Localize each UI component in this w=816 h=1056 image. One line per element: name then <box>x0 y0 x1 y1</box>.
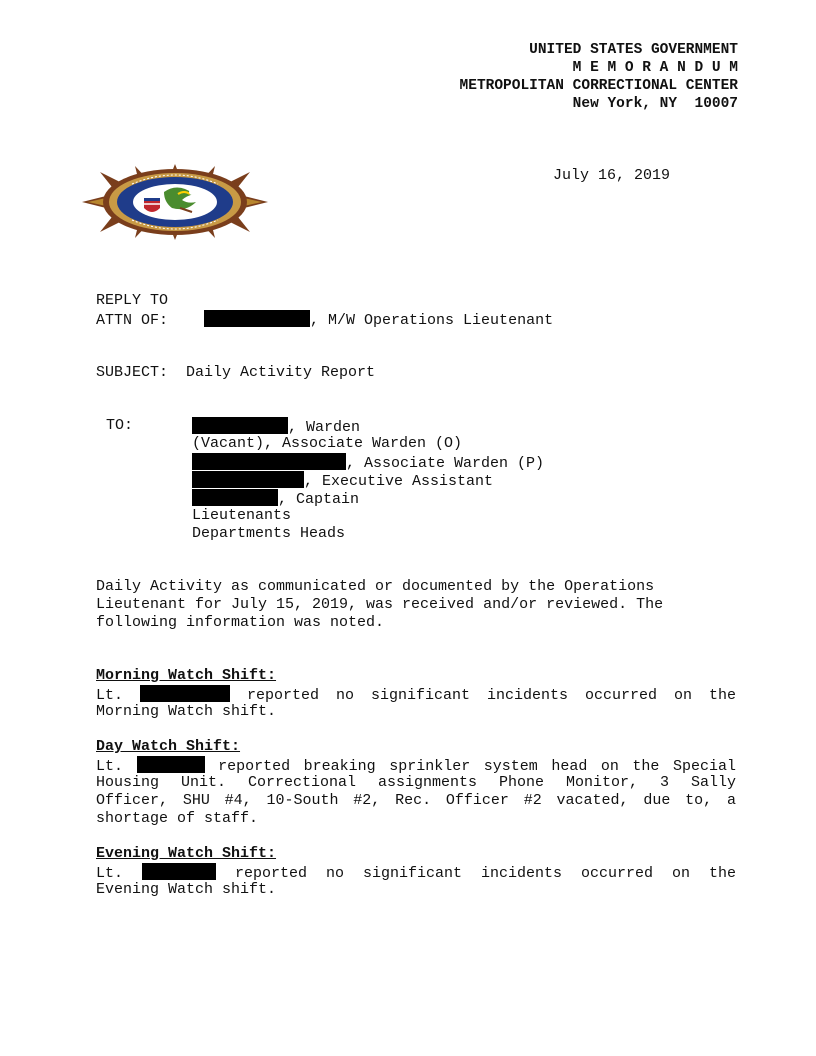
header-institution: METROPOLITAN CORRECTIONAL CENTER <box>459 78 738 94</box>
to-recipient-title: , Warden <box>288 419 361 436</box>
redaction-bar <box>192 471 304 488</box>
to-recipient-lieutenants: Lieutenants <box>192 507 292 524</box>
subject-label: SUBJECT: <box>96 364 169 381</box>
subject-row <box>96 364 375 382</box>
morning-watch-text: reported no significant incidents occurred on the <box>247 687 736 704</box>
redaction-bar <box>140 685 230 702</box>
day-watch-line-3: Officer, SHU #4, 10-South #2, Rec. Officer #2 vacated, due to, a <box>96 792 736 809</box>
evening-watch-heading: Evening Watch Shift: <box>96 845 277 862</box>
to-recipient-exec-assistant <box>192 471 493 491</box>
memo-date: July 16, 2019 <box>553 167 671 184</box>
day-watch-line-4: shortage of staff. <box>96 810 259 827</box>
intro-line-1: Daily Activity as communicated or documented by the Operations <box>96 578 655 595</box>
morning-watch-heading: Morning Watch Shift: <box>96 667 277 684</box>
to-recipient-title: , Executive Assistant <box>304 473 494 490</box>
bureau-of-prisons-seal-icon <box>80 162 270 242</box>
lt-prefix: Lt. <box>96 758 124 775</box>
redaction-bar <box>192 453 346 470</box>
lt-prefix: Lt. <box>96 865 124 882</box>
to-recipient-department-heads: Departments Heads <box>192 525 346 542</box>
intro-line-3: following information was noted. <box>96 614 385 631</box>
to-label: TO: <box>106 417 134 434</box>
reply-to-label: REPLY TO <box>96 292 169 309</box>
header-memorandum: M E M O R A N D U M <box>572 60 738 76</box>
to-recipient-captain <box>192 489 359 509</box>
day-watch-line-1 <box>96 756 736 776</box>
lt-prefix: Lt. <box>96 687 124 704</box>
evening-watch-text: reported no significant incidents occurred on the <box>235 865 736 882</box>
morning-watch-line-2: Morning Watch shift. <box>96 703 277 720</box>
day-watch-line-2: Housing Unit. Correctional assignments Phone Monitor, 3 Sally <box>96 774 736 791</box>
header-city: New York, NY 10007 <box>572 96 738 112</box>
subject-value: Daily Activity Report <box>186 364 376 381</box>
day-watch-text: reported breaking sprinkler system head on the Special <box>218 758 736 775</box>
day-watch-heading: Day Watch Shift: <box>96 738 241 755</box>
to-recipient-title: , Associate Warden (P) <box>346 455 545 472</box>
redaction-bar <box>192 417 288 434</box>
attn-of-row <box>96 310 553 330</box>
redaction-bar <box>192 489 278 506</box>
redaction-bar <box>142 863 216 880</box>
intro-line-2: Lieutenant for July 15, 2019, was received and/or reviewed. The <box>96 596 664 613</box>
to-recipient-warden <box>192 417 360 437</box>
to-recipient-title: , Captain <box>278 491 360 508</box>
morning-watch-line-1 <box>96 685 736 705</box>
redaction-bar <box>137 756 205 773</box>
to-recipient-aw-p <box>192 453 544 473</box>
redaction-bar <box>204 310 310 327</box>
evening-watch-line-2: Evening Watch shift. <box>96 881 277 898</box>
attn-of-label: ATTN OF: <box>96 312 169 329</box>
to-recipient-aw-o: (Vacant), Associate Warden (O) <box>192 435 463 452</box>
header-government: UNITED STATES GOVERNMENT <box>529 42 738 58</box>
evening-watch-line-1 <box>96 863 736 883</box>
attn-of-sender: , M/W Operations Lieutenant <box>310 312 554 329</box>
